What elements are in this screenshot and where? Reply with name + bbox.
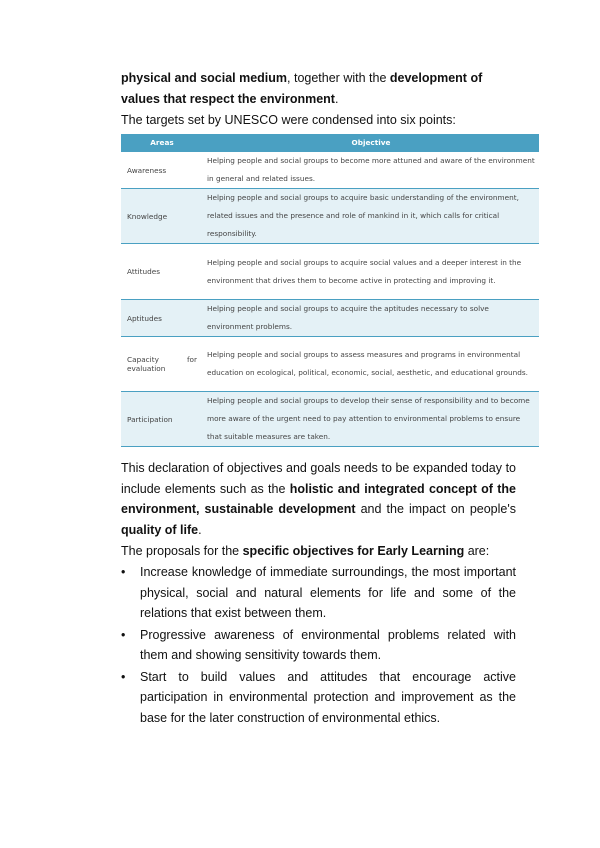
list-item	[121, 667, 516, 729]
list-item-text: Start to build values and attitudes that encourage active participation in environmental protection and improvement as the base for the later construction of environmental ethics.	[140, 669, 516, 725]
objective-cell: Helping people and social groups to acquire social values and a deeper interest in the environment that drives them to become active in protecting and improving it.	[203, 244, 539, 300]
area-word-capacity: Capacity	[127, 355, 159, 364]
area-cell-line-1	[127, 355, 203, 364]
declaration-text-3: .	[198, 522, 202, 537]
table-row	[121, 337, 539, 392]
bullet-icon: •	[121, 627, 126, 642]
proposals-line	[121, 541, 516, 562]
objective-cell: Helping people and social groups to assess measures and programs in environmental education on ecological, political, economic, social, aesthetic, and educational grounds.	[203, 337, 539, 392]
objective-cell: Helping people and social groups to acquire basic understanding of the environment, related issues and the presence and role of mankind in it, which calls for critical responsibility.	[203, 189, 539, 244]
declaration-bold-2: quality of life	[121, 522, 199, 537]
area-word-evaluation: evaluation	[127, 364, 166, 373]
unesco-targets-line: The targets set by UNESCO were condensed into six points:	[121, 113, 456, 127]
proposals-bold-1: specific objectives for Early Learning	[242, 544, 465, 558]
proposals-text-2: are:	[464, 544, 490, 558]
area-word-for: for	[186, 355, 197, 364]
intro-paragraph	[121, 68, 516, 109]
table-row	[121, 392, 539, 447]
declaration-bold-1: holistic and integrated concept of the environment, sustainable development	[121, 481, 516, 516]
header-objective: Objective	[203, 134, 539, 152]
unesco-objectives-table	[121, 134, 539, 447]
intro-text-1: , together with the	[287, 71, 390, 85]
proposals-text-1: The proposals for the	[121, 544, 243, 558]
objectives-bullet-list	[121, 562, 516, 729]
table-row	[121, 152, 539, 189]
area-cell: Attitudes	[121, 244, 203, 300]
table-header-row	[121, 134, 539, 152]
intro-text-2: .	[334, 91, 339, 106]
list-item	[121, 625, 516, 666]
table-row	[121, 244, 539, 300]
intro-bold-2: development of values that respect the environment	[121, 71, 483, 106]
area-cell: Aptitudes	[121, 300, 203, 337]
area-cell: Participation	[121, 392, 203, 447]
intro-bold-1: physical and social medium	[121, 71, 288, 85]
area-cell	[121, 337, 203, 392]
objective-cell: Helping people and social groups to become more attuned and aware of the environment in general and related issues.	[203, 152, 539, 189]
list-item	[121, 562, 516, 624]
table-row	[121, 189, 539, 244]
declaration-text-1: This declaration of objectives and goals needs to be expanded today to include elements such as the	[121, 461, 516, 496]
objective-cell: Helping people and social groups to acquire the aptitudes necessary to solve environment problems.	[203, 300, 539, 337]
objective-cell: Helping people and social groups to develop their sense of responsibility and to become more aware of the urgent need to pay attention to environmental problems to ensure that suitable measures are taken.	[203, 392, 539, 447]
declaration-paragraph	[121, 458, 516, 540]
header-areas: Areas	[121, 134, 203, 152]
list-item-text: Progressive awareness of environmental problems related with them and showing sensitivity towards them.	[140, 627, 516, 662]
bullet-icon: •	[121, 669, 126, 684]
list-item-text: Increase knowledge of immediate surroundings, the most important physical, social and natural elements for life and some of the relations that exist between them.	[140, 565, 516, 620]
area-cell: Knowledge	[121, 189, 203, 244]
bullet-icon: •	[121, 565, 126, 579]
declaration-text-2: and the impact on people's	[355, 502, 516, 516]
area-cell: Awareness	[121, 152, 203, 189]
table-row	[121, 300, 539, 337]
